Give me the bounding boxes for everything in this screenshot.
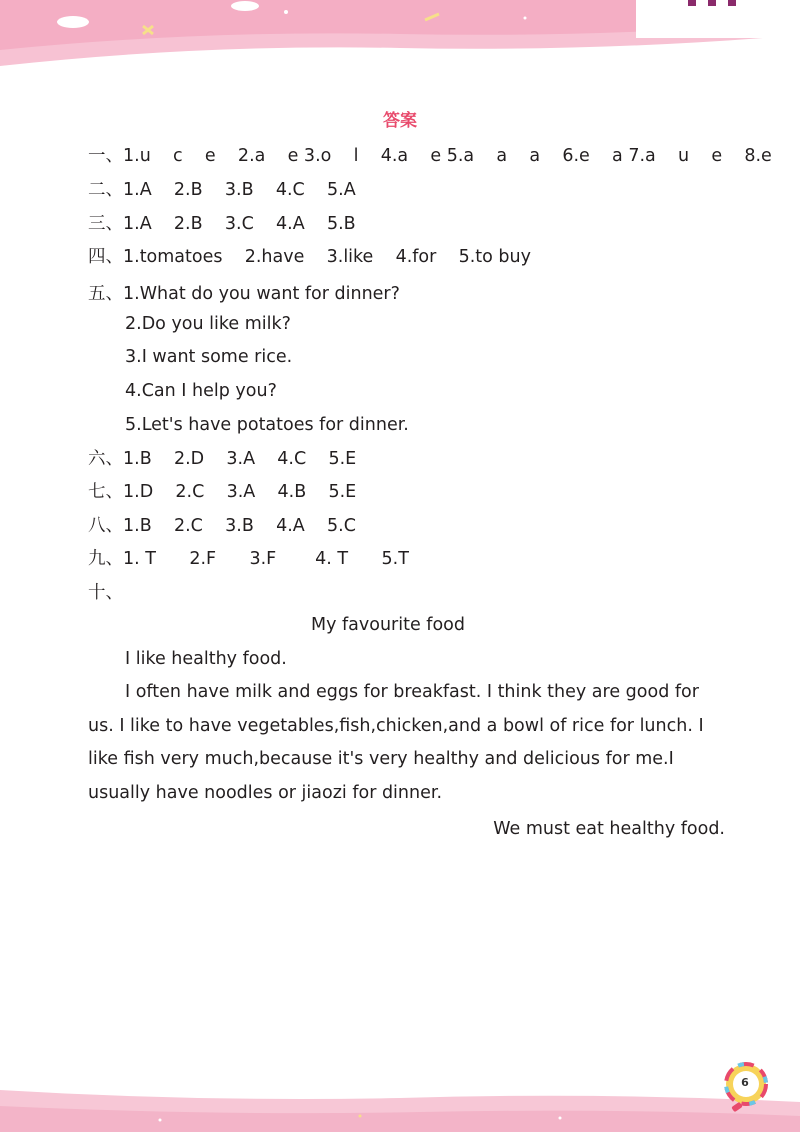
answer-row-7: 七、1.D 2.C 3.A 4.B 5.E: [88, 482, 357, 502]
answer-row-10: 十、: [88, 583, 123, 603]
answer-row-9: 九、1. T 2.F 3.F 4. T 5.T: [88, 549, 409, 569]
answer-row-5-item-3: 3.I want some rice.: [125, 347, 293, 367]
answer-row-4: 四、1.tomatoes 2.have 3.like 4.for 5.to buy: [88, 247, 531, 267]
page-badge-icon: [724, 1062, 772, 1118]
essay-title: My favourite food: [311, 615, 465, 635]
page-number: 6: [741, 1076, 749, 1089]
answer-row-5-item-2: 2.Do you like milk?: [125, 314, 291, 334]
answer-row-8: 八、1.B 2.C 3.B 4.A 5.C: [88, 516, 356, 536]
essay-paragraph-1: I like healthy food.: [125, 649, 287, 669]
header-decoration: [0, 0, 800, 70]
answer-row-3: 三、1.A 2.B 3.C 4.A 5.B: [88, 214, 356, 234]
answer-row-5: 五、1.What do you want for dinner?: [88, 284, 400, 304]
essay-paragraph-2: I often have milk and eggs for breakfast. I think they are good for us. I like to have vegetables,fish,chicken,and a bowl of rice for lunch. I like fish very much,because it's very healthy and delicious for me.I usually have noodles or jiaozi for dinner.: [88, 682, 704, 804]
page-title: 答案: [383, 111, 417, 131]
answer-row-5-item-5: 5.Let's have potatoes for dinner.: [125, 415, 409, 435]
answer-row-1: 一、1.u c e 2.a e 3.o l 4.a e 5.a a a 6.e a 7.a u e 8.e: [88, 146, 772, 166]
answer-row-6: 六、1.B 2.D 3.A 4.C 5.E: [88, 449, 357, 469]
essay-closing: We must eat healthy food.: [493, 819, 725, 839]
answer-row-2: 二、1.A 2.B 3.B 4.C 5.A: [88, 180, 356, 200]
footer-decoration: [0, 1072, 800, 1132]
answer-row-5-item-4: 4.Can I help you?: [125, 381, 277, 401]
